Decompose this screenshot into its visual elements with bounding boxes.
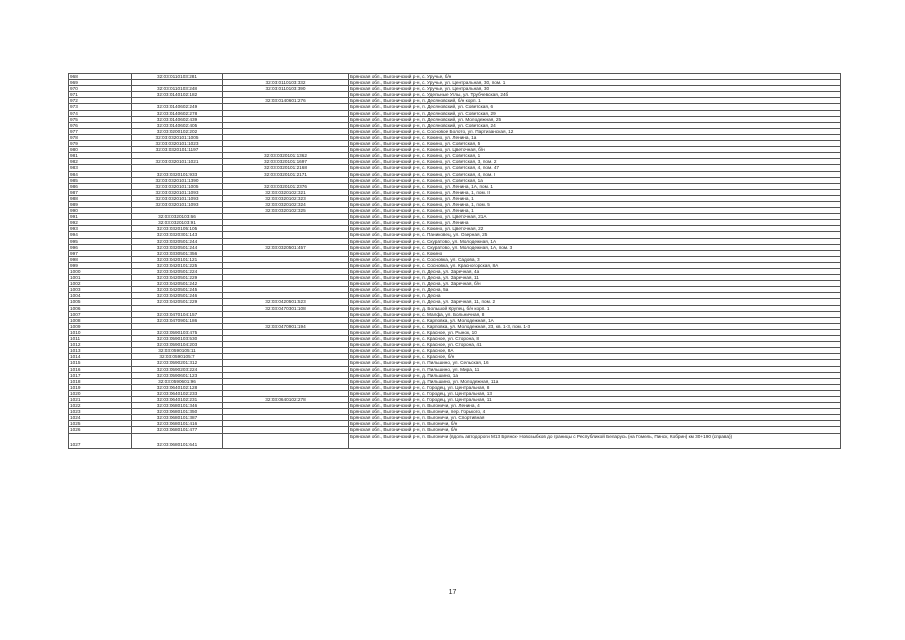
address-cell: Брянская обл., Выгоничский р-н, с. Карповка, ул. Молодежная, 23, кв. 1-3, пом. 1-3 bbox=[349, 323, 841, 329]
row-number-cell: 1003 bbox=[69, 287, 132, 293]
cadastral-number-land-cell: 32:03:0590601:96 bbox=[132, 378, 223, 384]
cadastral-number-land-cell: 32:03:0420501:246 bbox=[132, 293, 223, 299]
cadastral-number-object-cell: 32:03:0320101:2171 bbox=[223, 171, 349, 177]
cadastral-number-object-cell: 32:03:0320101:2376 bbox=[223, 183, 349, 189]
address-cell: Брянская обл., Выгоничский р-н, с. Кокино, ул. Советская, 1 bbox=[349, 153, 841, 159]
address-cell: Брянская обл., Выгоничский р-н, с. Удельные Углы, ул. Трубчевская, 24б bbox=[349, 92, 841, 98]
cadastral-number-land-cell: 32:03:0680101:416 bbox=[132, 421, 223, 427]
cadastral-number-land-cell: 32:03:0320103:66 bbox=[132, 214, 223, 220]
address-cell: Брянская обл., Выгоничский р-н, с. Сосновое Болото, ул. Партизанская, 12 bbox=[349, 128, 841, 134]
cadastral-number-object-cell: 32:03:0320101:2168 bbox=[223, 165, 349, 171]
cadastral-number-land-cell: 32:03:0140602:249 bbox=[132, 104, 223, 110]
row-number-cell: 983 bbox=[69, 165, 132, 171]
cadastral-number-object-cell: 32:03:0110103:390 bbox=[223, 86, 349, 92]
address-cell: Брянская обл., Выгоничский р-н, с. Городец, ул. Центральная, 13 bbox=[349, 390, 841, 396]
address-cell: Брянская обл., Выгоничский р-н, с. Красное, ул. Рынок, 10 bbox=[349, 329, 841, 335]
cadastral-number-land-cell: 32:03:0320101:1005 bbox=[132, 134, 223, 140]
cadastral-number-land-cell: 32:03:0140602:278 bbox=[132, 110, 223, 116]
address-cell: Брянская обл., Выгоничский р-н, с. Кокино, ул. Советская, 1а bbox=[349, 177, 841, 183]
cadastral-number-object-cell: 32:03:0420501:523 bbox=[223, 299, 349, 305]
address-cell: Брянская обл., Выгоничский р-н, д. Пильшино, 1а bbox=[349, 372, 841, 378]
address-cell: Брянская обл., Выгоничский р-н, д. Большой Крупец, б/н корп. 1 bbox=[349, 305, 841, 311]
address-cell: Брянская обл., Выгоничский р-н, д. Пильшино, ул. Молодежная, 11а bbox=[349, 378, 841, 384]
address-cell: Брянская обл., Выгоничский р-н, п. Десяновский, ул. Советская, 24 bbox=[349, 122, 841, 128]
cadastral-number-land-cell: 32:03:0320101:933 bbox=[132, 171, 223, 177]
row-number-cell: 992 bbox=[69, 220, 132, 226]
row-number-cell: 1027 bbox=[69, 433, 132, 448]
row-number-cell: 1009 bbox=[69, 323, 132, 329]
address-cell: Брянская обл., Выгоничский р-н, п. Выгоничи, ул. Спортивная bbox=[349, 415, 841, 421]
cadastral-number-land-cell: 32:03:0680101:346 bbox=[132, 403, 223, 409]
row-number-cell: 994 bbox=[69, 232, 132, 238]
address-cell: Брянская обл., Выгоничский р-н, с. Малфа, ул. Больничная, 8 bbox=[349, 311, 841, 317]
address-cell: Брянская обл., Выгоничский р-н, с. Уручье, ул. Центральная, 30, пом. 1 bbox=[349, 80, 841, 86]
address-cell: Брянская обл., Выгоничский р-н, с. Кокино, ул. Советская, 5 bbox=[349, 141, 841, 147]
cadastral-number-object-cell bbox=[223, 433, 349, 448]
cadastral-number-land-cell: 32:03:0470104:157 bbox=[132, 311, 223, 317]
row-number-cell: 974 bbox=[69, 110, 132, 116]
cadastral-number-object-cell: 32:03:0470901:194 bbox=[223, 323, 349, 329]
cadastral-number-object-cell: 32:03:0320102:323 bbox=[223, 195, 349, 201]
address-cell: Брянская обл., Выгоничский р-н, п. Десяновский, ул. Советская, 6 bbox=[349, 104, 841, 110]
cadastral-number-land-cell: 32:03:0320101:1093 bbox=[132, 201, 223, 207]
row-number-cell: 988 bbox=[69, 195, 132, 201]
cadastral-number-land-cell: 32:03:0320101:1390 bbox=[132, 177, 223, 183]
cadastral-number-land-cell: 32:03:0320101:1093 bbox=[132, 189, 223, 195]
address-cell: Брянская обл., Выгоничский р-н, с. Кокино, ул. Советская, 4, пом. 47 bbox=[349, 165, 841, 171]
cadastral-number-land-cell: 32:03:0590105:7 bbox=[132, 354, 223, 360]
address-cell: Брянская обл., Выгоничский р-н, с. Красное, 8А bbox=[349, 348, 841, 354]
row-number-cell: 991 bbox=[69, 214, 132, 220]
row-number-cell: 1002 bbox=[69, 281, 132, 287]
row-number-cell: 1013 bbox=[69, 348, 132, 354]
cadastral-number-land-cell: 32:03:0320103:91 bbox=[132, 220, 223, 226]
row-number-cell: 977 bbox=[69, 128, 132, 134]
row-number-cell: 1014 bbox=[69, 354, 132, 360]
cadastral-number-land-cell: 32:03:0420501:229 bbox=[132, 275, 223, 281]
address-cell: Брянская обл., Выгоничский р-н, п. Десна, ул. Заречная, 4а bbox=[349, 269, 841, 275]
row-number-cell: 972 bbox=[69, 98, 132, 104]
address-cell: Брянская обл., Выгоничский р-н, п. Выгоничи, б/н bbox=[349, 427, 841, 433]
row-number-cell: 1008 bbox=[69, 317, 132, 323]
row-number-cell: 971 bbox=[69, 92, 132, 98]
cadastral-number-land-cell: 32:03:0320501:244 bbox=[132, 238, 223, 244]
cadastral-number-land-cell: 32:03:0640102:233 bbox=[132, 390, 223, 396]
cadastral-number-object-cell: 32:03:0140601:276 bbox=[223, 98, 349, 104]
address-cell: Брянская обл., Выгоничский р-н, п. Десяновский, б/н корп. 1 bbox=[349, 98, 841, 104]
cadastral-number-object-cell: 32:03:0640102:278 bbox=[223, 396, 349, 402]
cadastral-number-land-cell: 32:03:0680101:350 bbox=[132, 409, 223, 415]
cadastral-number-land-cell: 32:03:0140602:405 bbox=[132, 122, 223, 128]
address-cell: Брянская обл., Выгоничский р-н, с. Кокино bbox=[349, 250, 841, 256]
cadastral-number-land-cell: 32:03:0320101:1005 bbox=[132, 183, 223, 189]
cadastral-number-land-cell: 32:03:0590105:11 bbox=[132, 348, 223, 354]
address-cell: Брянская обл., Выгоничский р-н, п. Десна, 5а bbox=[349, 287, 841, 293]
row-number-cell: 1012 bbox=[69, 342, 132, 348]
row-number-cell: 969 bbox=[69, 80, 132, 86]
cadastral-number-land-cell: 32:03:0680101:477 bbox=[132, 427, 223, 433]
cadastral-number-land-cell: 32:03:0590201:312 bbox=[132, 360, 223, 366]
row-number-cell: 984 bbox=[69, 171, 132, 177]
row-number-cell: 1020 bbox=[69, 390, 132, 396]
address-cell: Брянская обл., Выгоничский р-н, с. Городец, ул. Центральная, 11 bbox=[349, 396, 841, 402]
cadastral-number-land-cell: 32:03:0320101:1021 bbox=[132, 159, 223, 165]
address-cell: Брянская обл., Выгоничский р-н, с. Кокино, ул. Советская, 3, пом. 2 bbox=[349, 159, 841, 165]
cadastral-number-land-cell: 32:03:0590104:203 bbox=[132, 342, 223, 348]
row-number-cell: 1022 bbox=[69, 403, 132, 409]
row-number-cell: 1016 bbox=[69, 366, 132, 372]
row-number-cell: 981 bbox=[69, 153, 132, 159]
cadastral-number-land-cell: 32:03:0320101:1093 bbox=[132, 195, 223, 201]
cadastral-number-land-cell: 32:03:0140102:182 bbox=[132, 92, 223, 98]
cadastral-number-land-cell: 32:03:0320101:1197 bbox=[132, 147, 223, 153]
row-number-cell: 1006 bbox=[69, 305, 132, 311]
address-cell: Брянская обл., Выгоничский р-н, п. Выгоничи, ул. Ленина, 4 bbox=[349, 403, 841, 409]
address-cell: Брянская обл., Выгоничский р-н, с. Скуратово, ул. Молодежная, 1А bbox=[349, 238, 841, 244]
page-number: 17 bbox=[448, 589, 457, 596]
cadastral-number-land-cell: 32:03:0590103:475 bbox=[132, 329, 223, 335]
cadastral-number-object-cell: 32:03:0470301:108 bbox=[223, 305, 349, 311]
address-cell: Брянская обл., Выгоничский р-н, с. Кокино, ул. Ленина, 1, пом. 5 bbox=[349, 201, 841, 207]
cadastral-number-land-cell: 32:03:0420501:229 bbox=[132, 299, 223, 305]
row-number-cell: 978 bbox=[69, 134, 132, 140]
cadastral-number-land-cell: 32:03:0420101:225 bbox=[132, 262, 223, 268]
row-number-cell: 1004 bbox=[69, 293, 132, 299]
cadastral-number-object-cell: 32:03:0320501:457 bbox=[223, 244, 349, 250]
cadastral-number-land-cell: 32:03:0330501:356 bbox=[132, 250, 223, 256]
cadastral-number-land-cell: 32:03:0640102:128 bbox=[132, 384, 223, 390]
cadastral-number-land-cell: 32:03:0320105:105 bbox=[132, 226, 223, 232]
row-number-cell: 982 bbox=[69, 159, 132, 165]
cadastral-number-land-cell: 32:03:0420501:245 bbox=[132, 287, 223, 293]
row-number-cell: 986 bbox=[69, 183, 132, 189]
row-number-cell: 993 bbox=[69, 226, 132, 232]
cadastral-number-land-cell: 32:03:0200102:202 bbox=[132, 128, 223, 134]
row-number-cell: 1000 bbox=[69, 269, 132, 275]
address-cell: Брянская обл., Выгоничский р-н, с. Сосновка, ул. Садова, 3 bbox=[349, 256, 841, 262]
address-cell: Брянская обл., Выгоничский р-н, п. Пильшино, ул. Сельская, 16 bbox=[349, 360, 841, 366]
row-number-cell: 1021 bbox=[69, 396, 132, 402]
address-cell: Брянская обл., Выгоничский р-н, с. Кокино, ул. Цветочная, 21А bbox=[349, 214, 841, 220]
cadastral-number-land-cell: 32:03:0420101:121 bbox=[132, 256, 223, 262]
cadastral-number-land-cell: 32:03:0590601:123 bbox=[132, 372, 223, 378]
row-number-cell: 987 bbox=[69, 189, 132, 195]
cadastral-number-land-cell: 32:03:0680101:387 bbox=[132, 415, 223, 421]
row-number-cell: 1011 bbox=[69, 336, 132, 342]
address-cell: Брянская обл., Выгоничский р-н, с. Кокино, ул. Ленина, 1 bbox=[349, 195, 841, 201]
cadastral-number-land-cell: 32:03:0420501:242 bbox=[132, 281, 223, 287]
address-cell: Брянская обл., Выгоничский р-н, п. Выгоничи (вдоль автодороги М13 Брянск- Новозыбков до границы с Республикой Беларусь (на Гомель, Пинск, Кобрин) км 30+190 (справа)) bbox=[349, 433, 841, 448]
row-number-cell: 1024 bbox=[69, 415, 132, 421]
row-number-cell: 1005 bbox=[69, 299, 132, 305]
cadastral-number-land-cell: 32:03:0590203:224 bbox=[132, 366, 223, 372]
address-cell: Брянская обл., Выгоничский р-н, п. Выгоничи, пер. Горького, 4 bbox=[349, 409, 841, 415]
address-cell: Брянская обл., Выгоничский р-н, с. Уручье, ул. Центральная, 30 bbox=[349, 86, 841, 92]
row-number-cell: 990 bbox=[69, 208, 132, 214]
cadastral-number-land-cell: 32:03:0640102:231 bbox=[132, 396, 223, 402]
cadastral-number-object-cell: 32:03:0320102:321 bbox=[223, 189, 349, 195]
row-number-cell: 979 bbox=[69, 141, 132, 147]
address-cell: Брянская обл., Выгоничский р-н, п. Выгоничи, б/н bbox=[349, 421, 841, 427]
cadastral-number-land-cell: 32:03:0110103:248 bbox=[132, 86, 223, 92]
row-number-cell: 1018 bbox=[69, 378, 132, 384]
address-cell: Брянская обл., Выгоничский р-н, п. Пильшино, ул. Мира, 11 bbox=[349, 366, 841, 372]
row-number-cell: 1019 bbox=[69, 384, 132, 390]
row-number-cell: 1026 bbox=[69, 427, 132, 433]
address-cell: Брянская обл., Выгоничский р-н, п. Десяновский, ул. Советская, 29 bbox=[349, 110, 841, 116]
row-number-cell: 1023 bbox=[69, 409, 132, 415]
row-number-cell: 997 bbox=[69, 250, 132, 256]
row-number-cell: 1025 bbox=[69, 421, 132, 427]
row-number-cell: 980 bbox=[69, 147, 132, 153]
address-cell: Брянская обл., Выгоничский р-н, с. Кокино, ул. Советская, 4, пом. I bbox=[349, 171, 841, 177]
address-cell: Брянская обл., Выгоничский р-н, с. Кокино, ул. Ленина, 1а bbox=[349, 134, 841, 140]
row-number-cell: 1007 bbox=[69, 311, 132, 317]
address-cell: Брянская обл., Выгоничский р-н, п. Десна bbox=[349, 293, 841, 299]
cadastral-number-land-cell: 32:03:0420501:224 bbox=[132, 269, 223, 275]
table-row bbox=[69, 433, 841, 448]
row-number-cell: 973 bbox=[69, 104, 132, 110]
row-number-cell: 985 bbox=[69, 177, 132, 183]
address-cell: Брянская обл., Выгоничский р-н, с. Кокино, ул. Ленина bbox=[349, 220, 841, 226]
row-number-cell: 975 bbox=[69, 116, 132, 122]
address-cell: Брянская обл., Выгоничский р-н, с. Городец, ул. Центральная, 8 bbox=[349, 384, 841, 390]
row-number-cell: 1001 bbox=[69, 275, 132, 281]
address-cell: Брянская обл., Выгоничский р-н, с. Кокино, ул. Ленина, 1 bbox=[349, 208, 841, 214]
address-cell: Брянская обл., Выгоничский р-н, с. Кокино, ул. Цветочная, б/н bbox=[349, 147, 841, 153]
cadastral-number-object-cell: 32:03:0110103:332 bbox=[223, 80, 349, 86]
address-cell: Брянская обл., Выгоничский р-н, с. Паниковец, ул. Озерная, 25 bbox=[349, 232, 841, 238]
address-cell: Брянская обл., Выгоничский р-н, п. Десна, ул. Заречная, 11, пом. 2 bbox=[349, 299, 841, 305]
row-number-cell: 970 bbox=[69, 86, 132, 92]
row-number-cell: 1010 bbox=[69, 329, 132, 335]
row-number-cell: 968 bbox=[69, 74, 132, 80]
address-cell: Брянская обл., Выгоничский р-н, п. Десна, ул. Заречная, б/н bbox=[349, 281, 841, 287]
cadastral-number-object-cell: 32:03:0320102:325 bbox=[223, 208, 349, 214]
address-cell: Брянская обл., Выгоничский р-н, с. Карповка, ул. Молодежная, 1А bbox=[349, 317, 841, 323]
cadastral-number-land-cell: 32:03:0320101:1023 bbox=[132, 141, 223, 147]
cadastral-number-land-cell: 32:03:0680101:641 bbox=[132, 433, 223, 448]
address-cell: Брянская обл., Выгоничский р-н, с. Кокино, ул. Ленина, 1А, пом. 1 bbox=[349, 183, 841, 189]
address-cell: Брянская обл., Выгоничский р-н, с. Красное, ул. Сторона, 41 bbox=[349, 342, 841, 348]
cadastral-number-object-cell: 32:03:0320101:1697 bbox=[223, 159, 349, 165]
row-number-cell: 1017 bbox=[69, 372, 132, 378]
row-number-cell: 989 bbox=[69, 201, 132, 207]
address-cell: Брянская обл., Выгоничский р-н, с. Сосновка, ул. Красногорская, 8А bbox=[349, 262, 841, 268]
cadastral-number-object-cell: 32:03:0320101:1362 bbox=[223, 153, 349, 159]
address-cell: Брянская обл., Выгоничский р-н, с. Скуратово, ул. Молодежная, 1А, пом. 3 bbox=[349, 244, 841, 250]
address-cell: Брянская обл., Выгоничский р-н, с. Красное, ул. Сторона, 8 bbox=[349, 336, 841, 342]
row-number-cell: 995 bbox=[69, 238, 132, 244]
address-cell: Брянская обл., Выгоничский р-н, с. Красное, б/н bbox=[349, 354, 841, 360]
cadastral-number-land-cell: 32:03:0320501:244 bbox=[132, 244, 223, 250]
cadastral-number-land-cell: 32:03:0320301:143 bbox=[132, 232, 223, 238]
row-number-cell: 998 bbox=[69, 256, 132, 262]
row-number-cell: 976 bbox=[69, 122, 132, 128]
cadastral-number-land-cell: 32:03:0470901:186 bbox=[132, 317, 223, 323]
cadastral-number-land-cell: 32:03:0140602:439 bbox=[132, 116, 223, 122]
address-cell: Брянская обл., Выгоничский р-н, с. Уручье, б/н bbox=[349, 74, 841, 80]
row-number-cell: 996 bbox=[69, 244, 132, 250]
row-number-cell: 999 bbox=[69, 262, 132, 268]
cadastral-number-object-cell: 32:03:0320102:324 bbox=[223, 201, 349, 207]
register-table-body bbox=[69, 74, 841, 449]
address-cell: Брянская обл., Выгоничский р-н, п. Десяновский, ул. Молодежная, 25 bbox=[349, 116, 841, 122]
address-cell: Брянская обл., Выгоничский р-н, с. Кокино, ул. Ленина, 1, пом. II bbox=[349, 189, 841, 195]
cadastral-number-land-cell: 32:03:0110103:281 bbox=[132, 74, 223, 80]
cadastral-number-land-cell: 32:03:0590103:530 bbox=[132, 336, 223, 342]
address-cell: Брянская обл., Выгоничский р-н, с. Кокино, ул. Цветочная, 22 bbox=[349, 226, 841, 232]
register-table bbox=[68, 73, 841, 449]
address-cell: Брянская обл., Выгоничский р-н, п. Десна, ул. Заречная, 11 bbox=[349, 275, 841, 281]
row-number-cell: 1015 bbox=[69, 360, 132, 366]
